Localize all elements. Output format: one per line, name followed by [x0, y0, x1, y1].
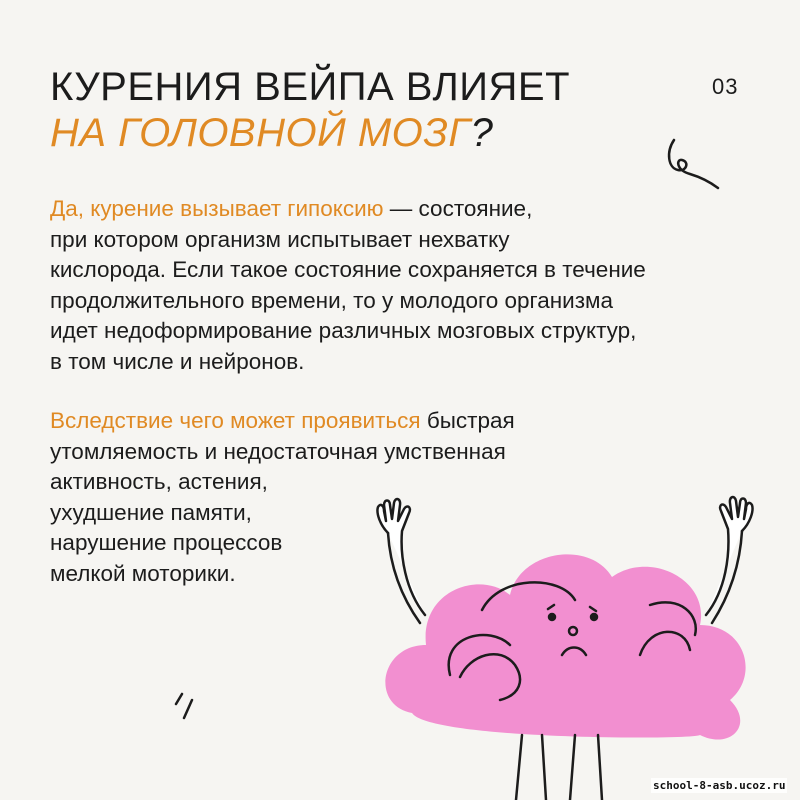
paragraph1-line: кислорода. Если такое состояние сохраняется в течение: [50, 257, 646, 282]
paragraph2-line: быстрая: [420, 408, 515, 433]
paragraph1-line: идет недоформирование различных мозговых структур,: [50, 318, 637, 343]
paragraph1-line: продолжительного времени, то у молодого организма: [50, 287, 614, 313]
title-line-2: НА ГОЛОВНОЙ МОЗГ: [50, 111, 471, 155]
paragraph2-highlight: Вследствие чего может проявиться: [50, 408, 421, 433]
squiggle-doodle-icon: [660, 132, 730, 192]
paragraph1-line: в том числе и нейронов.: [50, 348, 305, 374]
paragraph2-line: утомляемость и недостаточная умственная: [50, 438, 506, 464]
paragraph1-line: при котором организм испытывает нехватку: [50, 226, 510, 252]
page-number: 03: [712, 74, 739, 99]
paragraph1-line: — состояние,: [383, 196, 533, 221]
paragraph2-line: активность, астения,: [50, 469, 268, 494]
paragraph1-highlight: Да, курение вызывает гипоксию: [50, 196, 384, 221]
title-question-mark: ?: [470, 111, 494, 155]
page-title: [50, 64, 570, 156]
paragraph2-line: мелкой моторики.: [50, 560, 236, 586]
watermark: school-8-asb.ucoz.ru: [653, 779, 786, 792]
tick-marks-doodle-icon: [168, 690, 198, 724]
title-line-1: КУРЕНИЯ ВЕЙПА ВЛИЯЕТ: [50, 65, 571, 109]
paragraph2-line: нарушение процессов: [50, 530, 283, 555]
sad-brain-mascot-illustration: [350, 495, 780, 800]
paragraph2-line: ухудшение памяти,: [50, 499, 252, 525]
paragraph-hypoxia: [50, 194, 770, 377]
